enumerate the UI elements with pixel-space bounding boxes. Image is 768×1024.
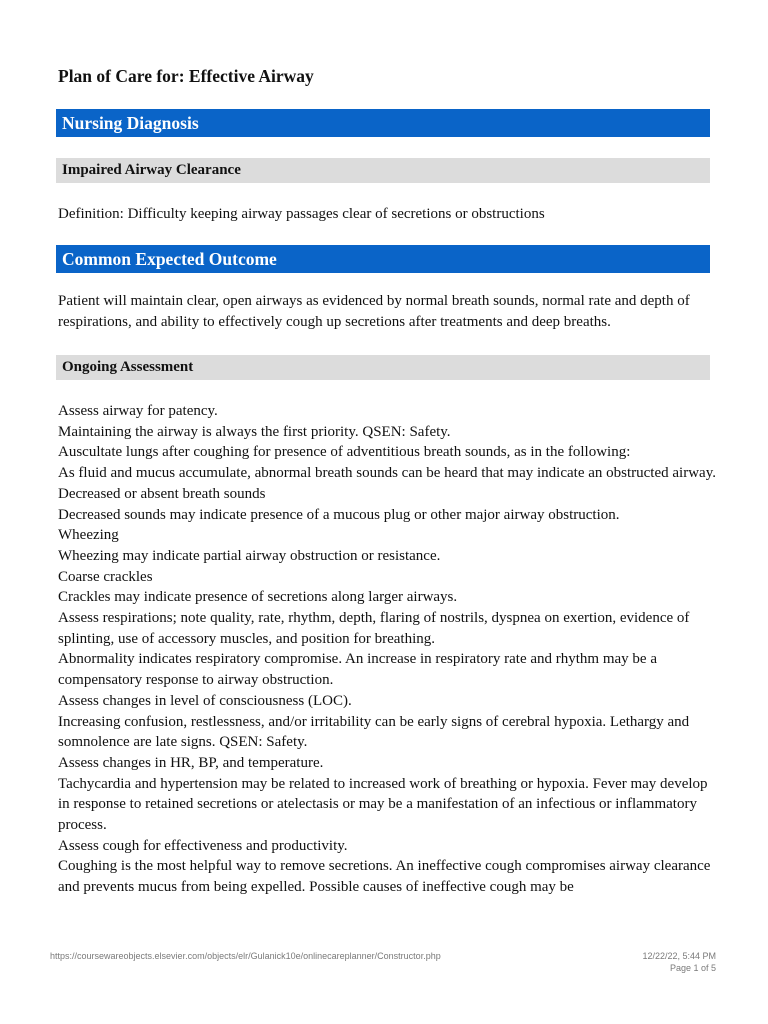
nursing-diagnosis-heading: Nursing Diagnosis [56,109,710,137]
assessment-line: Decreased sounds may indicate presence of a mucous plug or other major airway obstruction. [58,506,620,523]
assessment-line: Tachycardia and hypertension may be related to increased work of breathing or hypoxia. Fever may develop in response to retained secretions or atelectasis or may be a manifestation of an infectious or inflammatory process. [58,775,708,834]
assessment-line: Assess cough for effectiveness and productivity. [58,837,348,854]
footer-page-number: Page 1 of 5 [669,963,716,973]
assessment-line: Assess airway for patency. [58,403,218,419]
assessment-line: Auscultate lungs after coughing for presence of adventitious breath sounds, as in the following: [58,444,631,461]
assessment-line: Increasing confusion, restlessness, and/or irritability can be early signs of cerebral hypoxia. Lethargy and somnolence are late signs. QSEN: Safety. [58,713,690,751]
footer-timestamp: 12/22/22, 5:44 PM [642,951,716,961]
assessment-line: Abnormality indicates respiratory compromise. An increase in respiratory rate and rhythm may be a compensatory response to airway obstruction. [58,651,657,689]
assessment-list [58,401,718,898]
assessment-line: As fluid and mucus accumulate, abnormal breath sounds can be heard that may indicate an obstructed airway. [58,465,716,482]
assessment-line: Assess changes in level of consciousness (LOC). [58,692,352,709]
assessment-line: Maintaining the airway is always the first priority. QSEN: Safety. [58,423,451,440]
assessment-line: Crackles may indicate presence of secretions along larger airways. [58,589,458,606]
assessment-line: Assess respirations; note quality, rate, rhythm, depth, flaring of nostrils, dyspnea on exertion, evidence of splinting, use of accessory muscles, and position for breathing. [58,610,690,647]
assessment-line: Decreased or absent breath sounds [58,485,266,502]
expected-outcome-heading: Common Expected Outcome [56,245,710,273]
expected-outcome-text: Patient will maintain clear, open airways as evidenced by normal breath sounds, normal rate and depth of respirations, and ability to effectively cough up secretions after treatments and deep breaths. [58,293,690,330]
footer-url: https://coursewareobjects.elsevier.com/objects/elr/Gulanick10e/onlinecareplanner/Constructor.php [50,951,441,961]
assessment-line: Coarse crackles [58,568,153,585]
assessment-line: Wheezing may indicate partial airway obstruction or resistance. [58,547,441,564]
assessment-line: Assess changes in HR, BP, and temperature. [58,754,324,771]
diagnosis-definition: Definition: Difficulty keeping airway passages clear of secretions or obstructions [58,206,545,222]
assessment-line: Coughing is the most helpful way to remove secretions. An ineffective cough compromises airway clearance and prevents mucus from being expelled. Possible causes of ineffective cough may be [58,858,711,896]
diagnosis-name-heading: Impaired Airway Clearance [56,158,710,183]
footer-meta [642,950,716,974]
page-title: Plan of Care for: Effective Airway [58,66,314,86]
ongoing-assessment-heading: Ongoing Assessment [56,355,710,380]
assessment-line: Wheezing [58,527,119,544]
